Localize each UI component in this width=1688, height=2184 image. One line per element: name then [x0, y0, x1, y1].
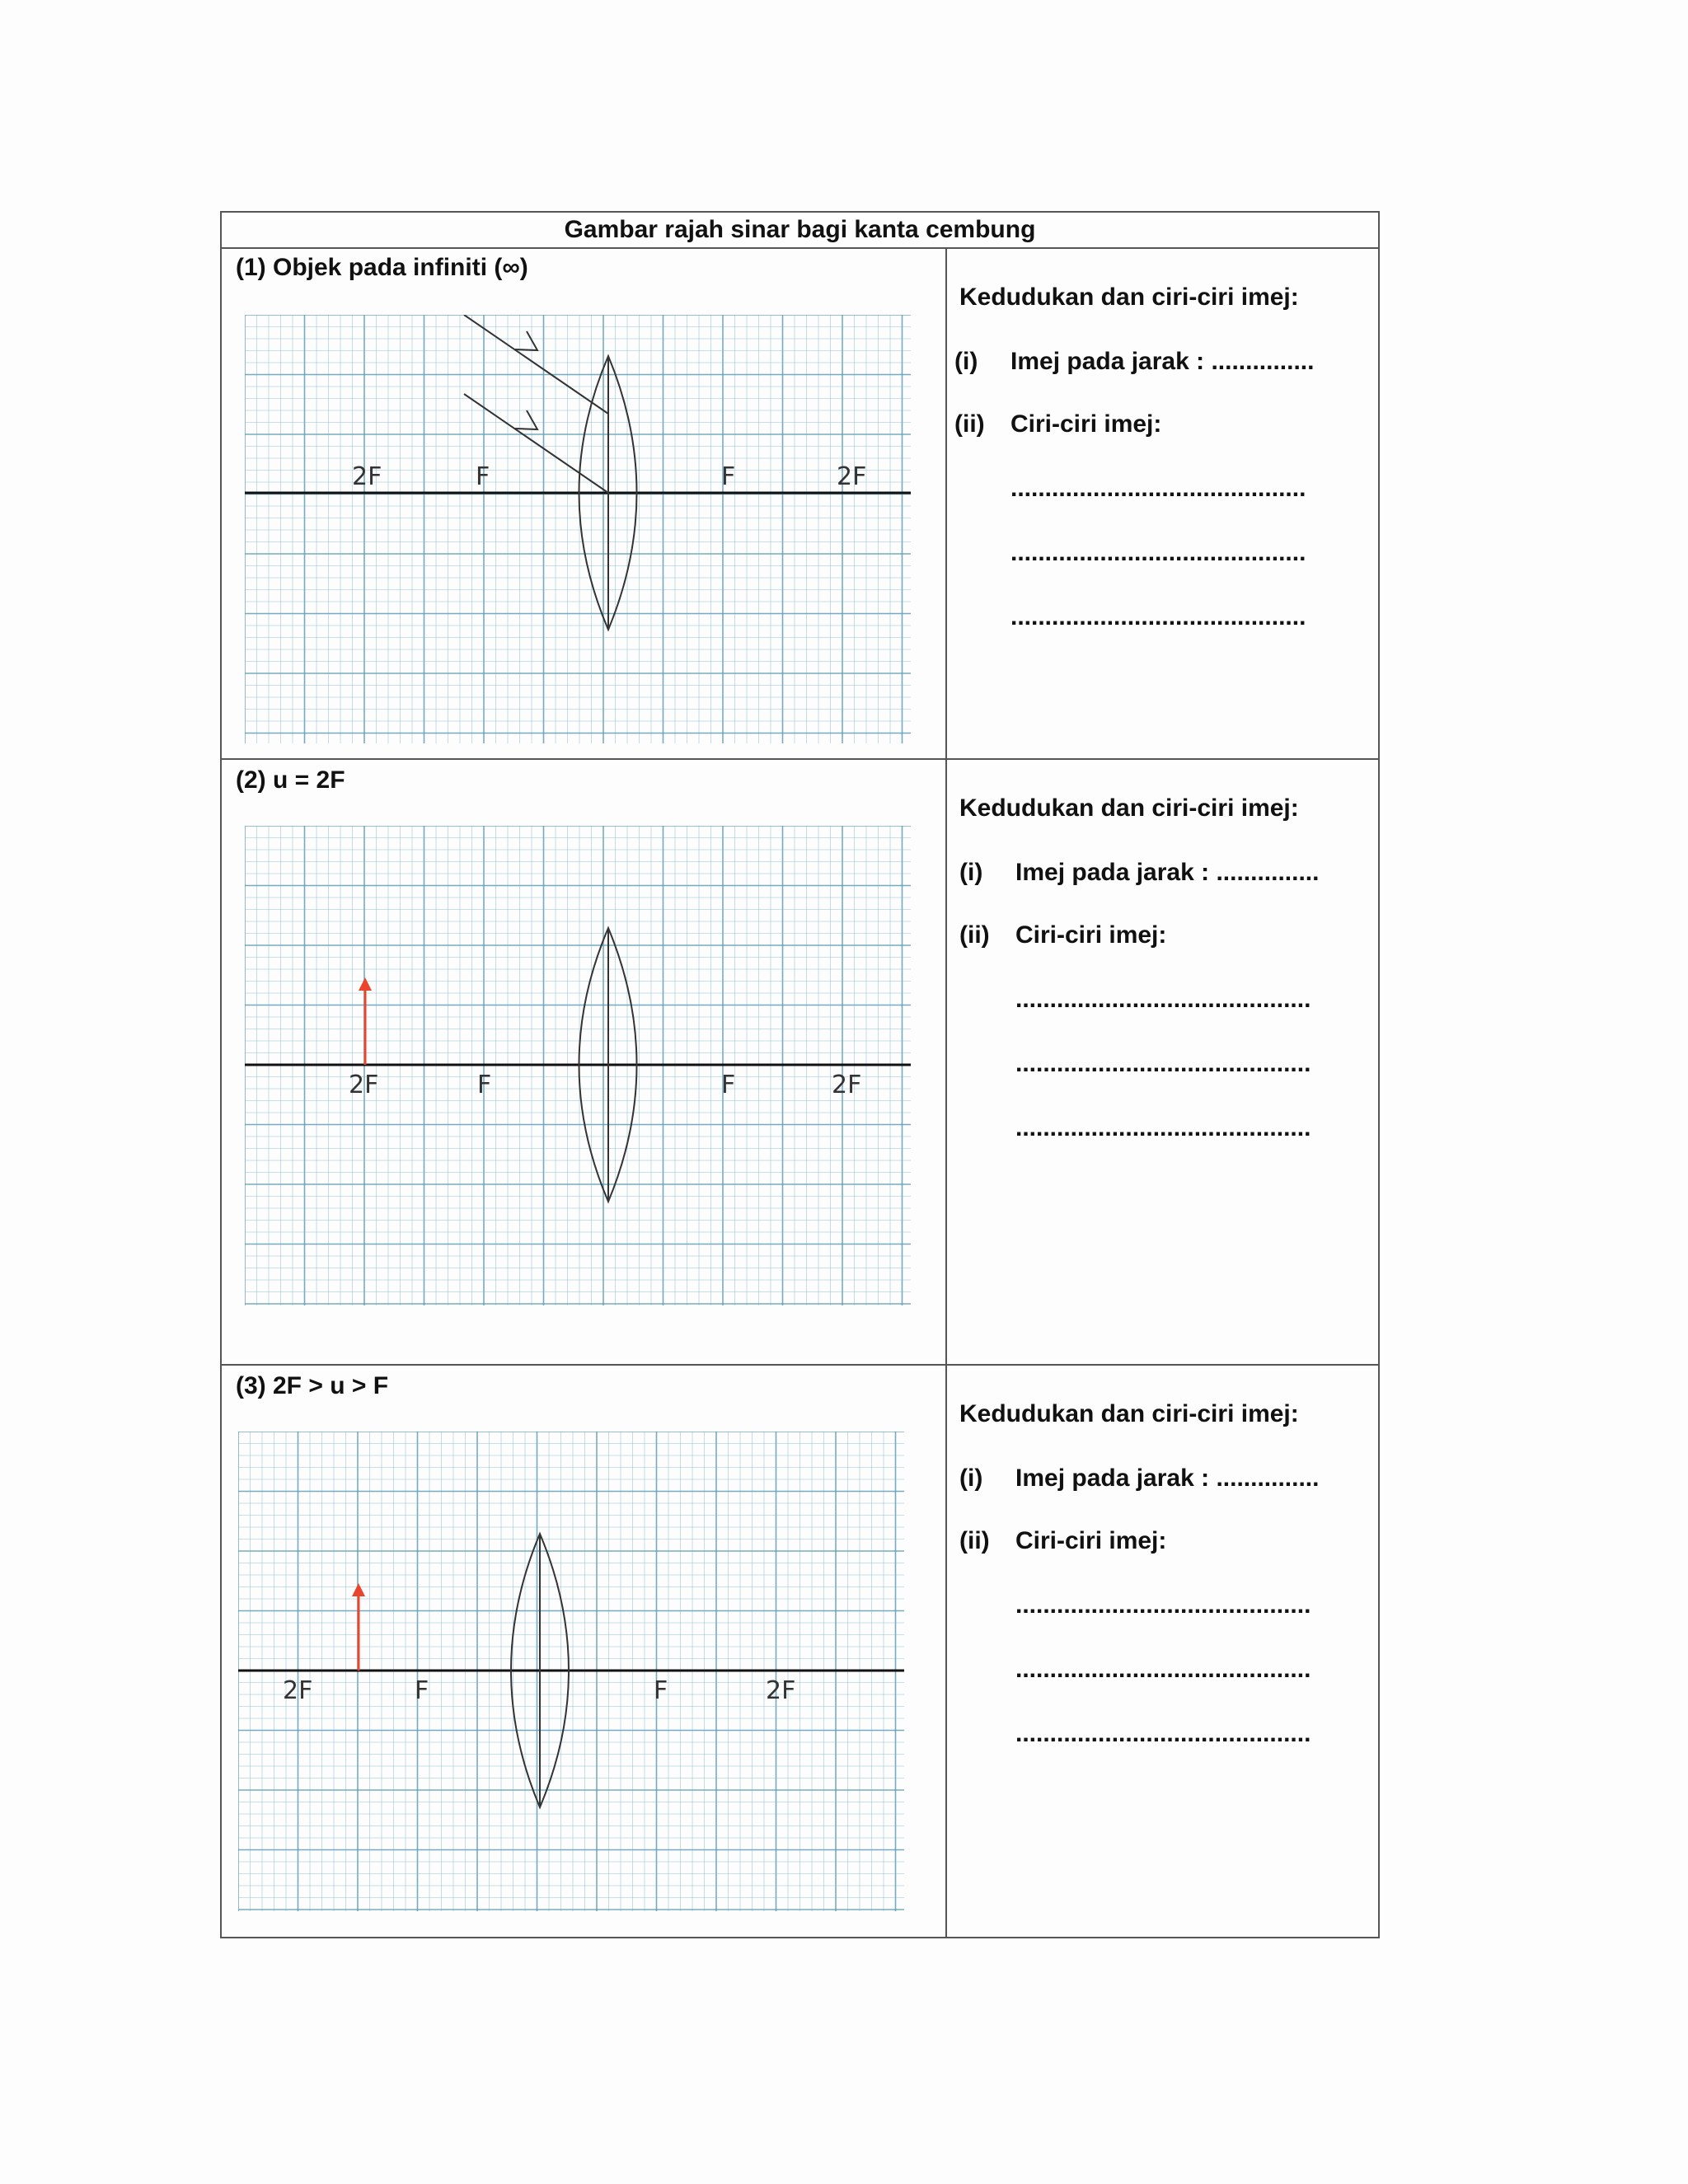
roman-i: (i): [959, 859, 983, 886]
ray-diagram-3: [238, 1432, 904, 1911]
axis-label-f-left: F: [477, 1071, 492, 1099]
ray-diagram-1: [245, 315, 911, 743]
worksheet-title: Gambar rajah sinar bagi kanta cembung: [222, 213, 1378, 249]
case-row-3: [222, 1366, 1378, 1938]
answer-blank-line[interactable]: ...........................................: [1015, 1114, 1311, 1141]
image-distance-text: Imej pada jarak : ...............: [1015, 1465, 1320, 1492]
case-label: (3) 2F > u > F: [236, 1372, 389, 1399]
axis-label-2f-right: 2F: [766, 1676, 796, 1705]
axis-label-f-right: F: [654, 1676, 668, 1705]
incident-ray-1: [464, 315, 608, 414]
roman-ii: (ii): [959, 921, 990, 949]
image-distance-line: [959, 859, 1319, 887]
answer-blank-line[interactable]: ...........................................: [1015, 1720, 1311, 1747]
axis-label-2f-right: 2F: [832, 1071, 862, 1099]
axis-label-2f-left: 2F: [283, 1676, 313, 1705]
answer-heading: Kedudukan dan ciri-ciri imej:: [959, 284, 1299, 311]
axis-label-2f-right: 2F: [837, 462, 867, 491]
roman-ii: (ii): [954, 410, 985, 438]
image-characteristics-line: [959, 921, 1166, 949]
graph-paper-grid: [245, 315, 911, 743]
answer-panel: [959, 794, 1372, 1141]
answer-panel: [959, 1400, 1372, 1747]
ray-diagram-worksheet: [220, 211, 1380, 1938]
ray-diagram-2: [245, 826, 911, 1305]
image-characteristics-text: Ciri-ciri imej:: [1015, 1527, 1167, 1554]
ray-arrowhead-2: [515, 410, 537, 429]
object-arrowhead: [352, 1583, 365, 1596]
object-arrowhead: [359, 977, 372, 991]
case-row-2: [222, 760, 1378, 1366]
image-characteristics-text: Ciri-ciri imej:: [1010, 410, 1162, 438]
image-distance-line: [959, 1465, 1319, 1493]
case-label: (1) Objek pada infiniti (∞): [236, 254, 528, 281]
answer-blank-line[interactable]: ...........................................: [1010, 603, 1306, 630]
answer-blank-line[interactable]: ...........................................: [1015, 1050, 1311, 1077]
roman-i: (i): [959, 1465, 983, 1492]
axis-label-f-left: F: [476, 462, 490, 491]
case-label: (2) u = 2F: [236, 766, 345, 794]
answer-heading: Kedudukan dan ciri-ciri imej:: [959, 794, 1299, 822]
answer-blank-line[interactable]: ...........................................: [1010, 475, 1306, 502]
case-row-1: [222, 247, 1378, 760]
answer-blank-line[interactable]: ...........................................: [1015, 986, 1311, 1013]
axis-label-f-right: F: [721, 462, 736, 491]
image-characteristics-line: [954, 410, 1161, 438]
image-characteristics-line: [959, 1527, 1166, 1555]
image-distance-text: Imej pada jarak : ...............: [1010, 348, 1315, 375]
answer-heading: Kedudukan dan ciri-ciri imej:: [959, 1400, 1299, 1427]
image-characteristics-text: Ciri-ciri imej:: [1015, 921, 1167, 949]
axis-label-f-right: F: [721, 1071, 736, 1099]
image-distance-text: Imej pada jarak : ...............: [1015, 859, 1320, 886]
answer-blank-line[interactable]: ...........................................: [1015, 1656, 1311, 1683]
answer-blank-line[interactable]: ...........................................: [1015, 1591, 1311, 1619]
axis-label-f-left: F: [415, 1676, 429, 1705]
ray-arrowhead-1: [515, 331, 537, 350]
answer-blank-line[interactable]: ...........................................: [1010, 539, 1306, 566]
roman-ii: (ii): [959, 1527, 990, 1554]
axis-label-2f-left: 2F: [352, 462, 382, 491]
axis-label-2f-left: 2F: [349, 1071, 379, 1099]
roman-i: (i): [954, 348, 978, 375]
answer-panel: [954, 284, 1372, 630]
image-distance-line: [954, 348, 1314, 376]
